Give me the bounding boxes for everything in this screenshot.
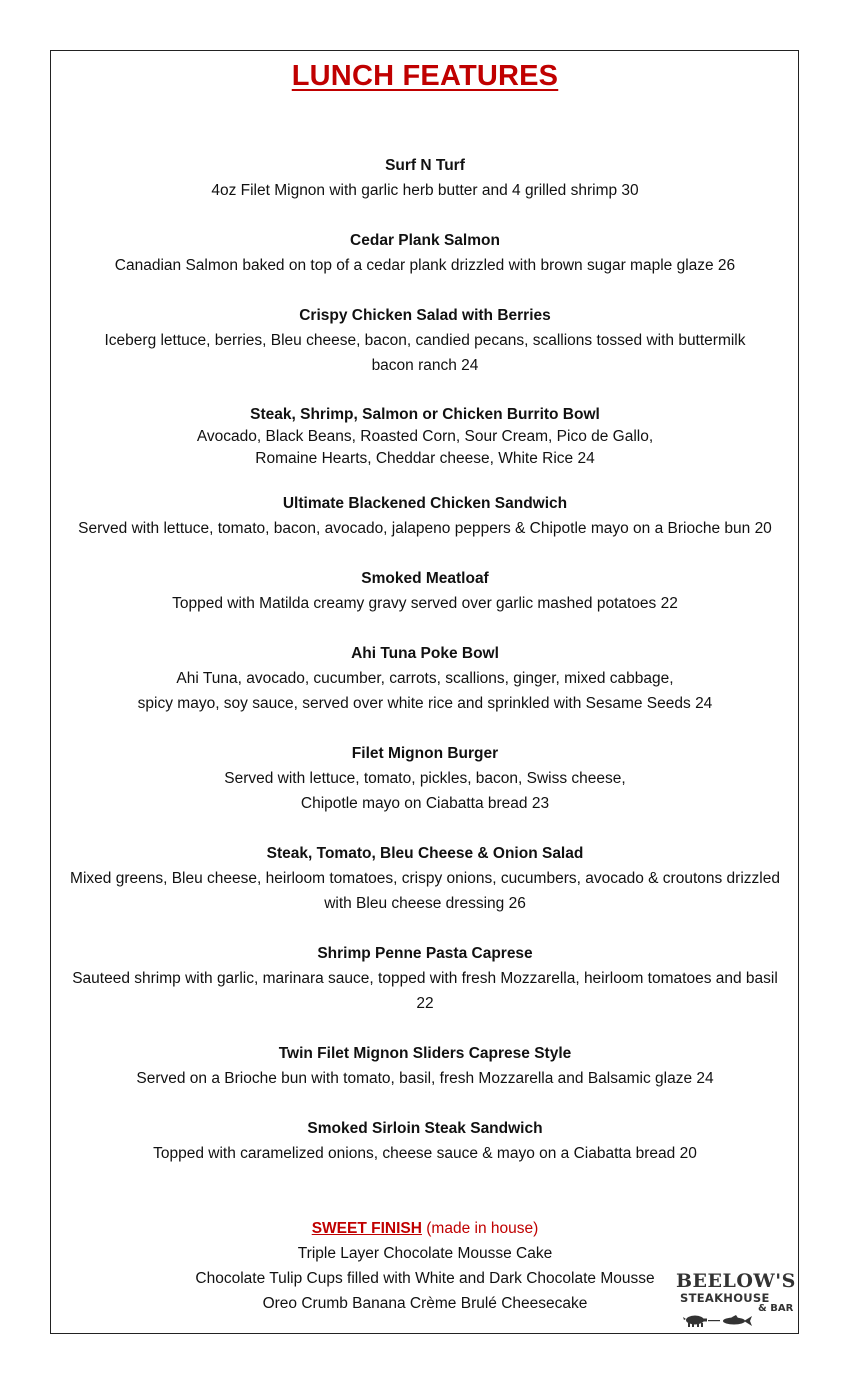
sweet-finish-title: SWEET FINISH [311,1220,422,1237]
menu-item-steak-bleu-cheese-salad [55,841,795,916]
menu-item-burrito-bowl [55,404,795,470]
item-desc: Romaine Hearts, Cheddar cheese, White Rice 24 [255,450,595,467]
item-name: Smoked Meatloaf [361,570,489,587]
item-desc: Served with lettuce, tomato, pickles, bacon, Swiss cheese, [224,770,626,787]
menu-item-shrimp-penne-pasta [55,941,795,1016]
item-desc: 22 [416,995,434,1012]
item-desc: Served with lettuce, tomato, bacon, avocado, jalapeno peppers & Chipotle mayo on a Brioche bun 20 [78,520,772,537]
menu-item-sirloin-steak-sandwich [55,1116,795,1166]
item-name: Steak, Shrimp, Salmon or Chicken Burrito Bowl [250,406,600,423]
menu-item-cedar-plank-salmon [55,228,795,278]
menu-item-ahi-tuna-poke-bowl [55,641,795,716]
item-desc: 4oz Filet Mignon with garlic herb butter and 4 grilled shrimp 30 [211,182,639,199]
menu-item-twin-filet-sliders [55,1041,795,1091]
logo-line-2: STEAKHOUSE [680,1291,770,1305]
item-name: Ultimate Blackened Chicken Sandwich [282,495,568,512]
sweet-finish-heading [312,1220,539,1237]
item-name: Ahi Tuna Poke Bowl [351,645,499,662]
item-name: Steak, Tomato, Bleu Cheese & Onion Salad [266,845,584,862]
item-desc: Mixed greens, Bleu cheese, heirloom tomatoes, crispy onions, cucumbers, avocado & croutons drizzled [70,870,780,887]
item-desc: bacon ranch 24 [371,357,479,374]
item-name: Crispy Chicken Salad with Berries [299,307,551,324]
item-desc: Chipotle mayo on Ciabatta bread 23 [300,795,550,812]
beelows-logo [674,1270,800,1332]
dessert-item: Oreo Crumb Banana Crème Brulé Cheesecake [262,1295,588,1312]
dessert-item: Triple Layer Chocolate Mousse Cake [297,1245,553,1262]
logo-line-3: & BAR [758,1303,794,1314]
item-desc: Avocado, Black Beans, Roasted Corn, Sour Cream, Pico de Gallo, [196,428,654,445]
item-desc: Canadian Salmon baked on top of a cedar plank drizzled with brown sugar maple glaze 26 [114,257,736,274]
item-name: Twin Filet Mignon Sliders Caprese Style [278,1045,572,1062]
item-name: Surf N Turf [385,157,465,174]
item-desc: with Bleu cheese dressing 26 [324,895,526,912]
item-desc: Topped with Matilda creamy gravy served over garlic mashed potatoes 22 [172,595,678,612]
item-desc: Ahi Tuna, avocado, cucumber, carrots, scallions, ginger, mixed cabbage, [176,670,674,687]
item-name: Filet Mignon Burger [351,745,499,762]
item-desc: spicy mayo, soy sauce, served over white rice and sprinkled with Sesame Seeds 24 [137,695,713,712]
logo-line-1: BEELOW'S [676,1270,796,1292]
item-name: Smoked Sirloin Steak Sandwich [307,1120,543,1137]
menu-item-crispy-chicken-salad [55,303,795,378]
menu-item-surf-n-turf [55,153,795,203]
item-name: Cedar Plank Salmon [350,232,500,249]
item-name: Shrimp Penne Pasta Caprese [317,945,533,962]
item-desc: Served on a Brioche bun with tomato, basil, fresh Mozzarella and Balsamic glaze 24 [136,1070,714,1087]
pig-fish-icon [682,1314,762,1328]
menu-item-blackened-chicken-sandwich [55,491,795,541]
dessert-item: Chocolate Tulip Cups filled with White and Dark Chocolate Mousse [195,1270,655,1287]
menu-item-smoked-meatloaf [55,566,795,616]
sweet-finish-note: (made in house) [426,1220,539,1237]
menu-title: LUNCH FEATURES [291,60,559,92]
menu-item-filet-mignon-burger [55,741,795,816]
item-desc: Topped with caramelized onions, cheese sauce & mayo on a Ciabatta bread 20 [153,1145,697,1162]
item-desc: Sauteed shrimp with garlic, marinara sauce, topped with fresh Mozzarella, heirloom tomatoes and basil [72,970,778,987]
item-desc: Iceberg lettuce, berries, Bleu cheese, bacon, candied pecans, scallions tossed with buttermilk [104,332,746,349]
